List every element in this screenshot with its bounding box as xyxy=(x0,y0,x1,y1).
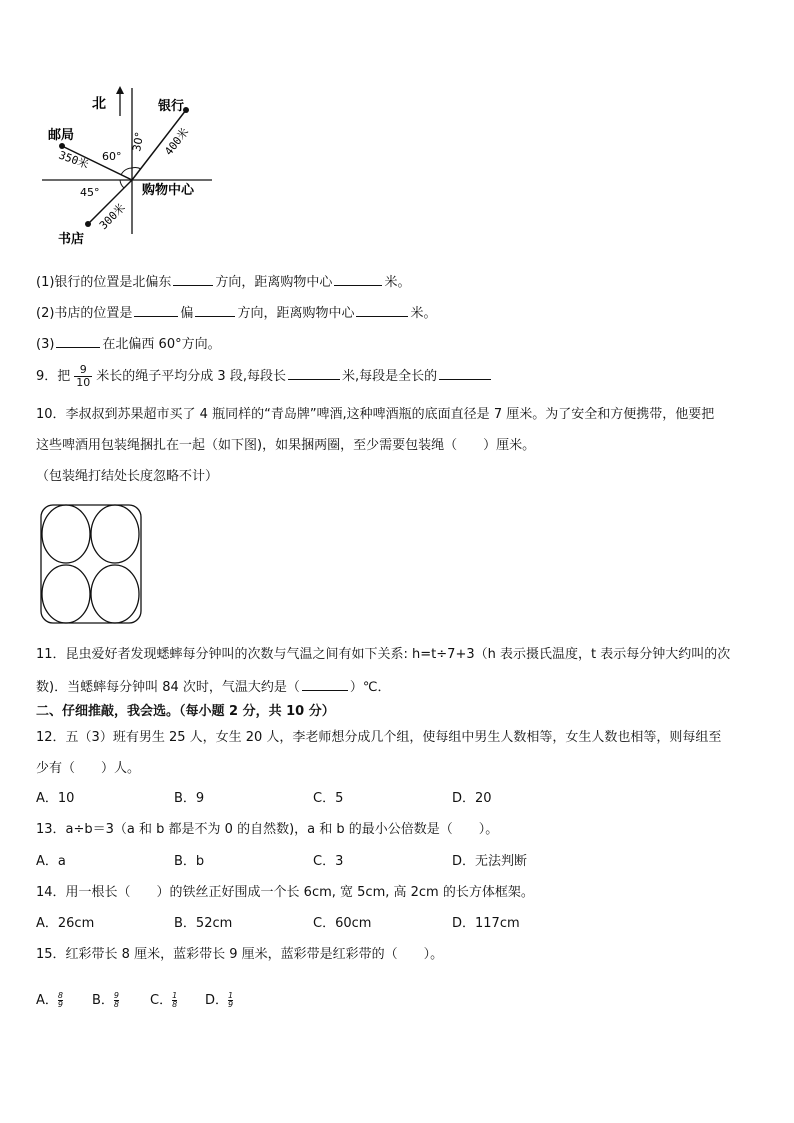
option-d[interactable]: D． $\frac{1}{9}$ xyxy=(205,991,234,1009)
question-15: 15．红彩带长 8 厘米，蓝彩带长 9 厘米，蓝彩带是红彩带的（ ）。 xyxy=(36,947,444,962)
mall-label: 购物中心 xyxy=(142,183,195,198)
question-12-line1: 12．五（3）班有男生 25 人，女生 20 人，李老师想分成几个组，使每组中男生人数相等，女生人数也相等，则每组至 xyxy=(36,730,722,745)
option-a[interactable]: A．26cm xyxy=(36,916,95,931)
answer-blank[interactable] xyxy=(56,334,100,348)
option-d[interactable]: D．无法判断 xyxy=(452,854,528,869)
option-a[interactable]: A． $\frac{8}{9}$ xyxy=(36,991,63,1009)
option-c[interactable]: C．60cm xyxy=(313,916,372,931)
bank-label: 银行 xyxy=(158,99,185,114)
fraction: $\frac{9}{10}$ xyxy=(76,363,91,389)
angle-45: 45° xyxy=(80,186,100,199)
q8-part2: (2)书店的位置是 偏 方向，距离购物中心 米。 xyxy=(36,303,436,323)
question-11-line2: 数)．当蟋蟀每分钟叫 84 次时，气温大约是（ ）℃． xyxy=(36,677,391,697)
bottle-circle xyxy=(91,505,139,563)
question-10-line1: 10．李叔叔到苏果超市买了 4 瓶同样的“青岛牌”啤酒,这种啤酒瓶的底面直径是 7 厘米。为了安全和方便携带，他要把 xyxy=(36,407,715,422)
q8-part3: (3) 在北偏西 60°方向。 xyxy=(36,334,221,354)
answer-blank[interactable] xyxy=(439,366,491,380)
fraction: $\frac{1}{8}$ xyxy=(172,991,178,1009)
fraction: $\frac{1}{9}$ xyxy=(228,991,234,1009)
angle-60: 60° xyxy=(102,150,122,163)
answer-blank[interactable] xyxy=(288,366,340,380)
direction-diagram xyxy=(36,84,236,249)
option-d[interactable]: D．117cm xyxy=(452,916,520,931)
rope-outline xyxy=(41,505,141,623)
bookstore-distance: 300米 xyxy=(96,201,128,233)
option-d[interactable]: D．20 xyxy=(452,791,492,806)
bottles-diagram xyxy=(38,502,144,626)
option-b[interactable]: B．9 xyxy=(174,791,205,806)
bookstore-label: 书店 xyxy=(58,232,85,247)
section-heading: 二、仔细推敲，我会选。（每小题 2 分，共 10 分） xyxy=(36,704,335,719)
answer-blank[interactable] xyxy=(302,677,348,691)
post-office-distance: 350米 xyxy=(56,148,91,172)
fraction: $\frac{8}{9}$ xyxy=(57,991,63,1009)
bank-distance: 400米 xyxy=(162,125,192,158)
question-12-line2: 少有（ ）人。 xyxy=(36,761,141,776)
option-b[interactable]: B．b xyxy=(174,854,205,869)
option-a[interactable]: A．a xyxy=(36,854,66,869)
answer-blank[interactable] xyxy=(173,272,213,286)
answer-blank[interactable] xyxy=(334,272,382,286)
question-13: 13．a÷b＝3（a 和 b 都是不为 0 的自然数)，a 和 b 的最小公倍数是（ ）。 xyxy=(36,822,499,837)
option-a[interactable]: A．10 xyxy=(36,791,75,806)
question-10-line2: 这些啤酒用包装绳捆扎在一起（如下图)，如果捆两圈，至少需要包装绳（ ）厘米。 xyxy=(36,438,536,453)
q8-part1: (1)银行的位置是北偏东 方向，距离购物中心 米。 xyxy=(36,272,410,292)
option-c[interactable]: C．3 xyxy=(313,854,344,869)
question-11-line1: 11．昆虫爱好者发现蟋蟀每分钟叫的次数与气温之间有如下关系: h=t÷7+3（h 表示摄氏温度，t 表示每分钟大约叫的次 xyxy=(36,647,731,662)
post-office-label: 邮局 xyxy=(48,128,75,143)
bottle-circle xyxy=(91,565,139,623)
question-14: 14．用一根长（ ）的铁丝正好围成一个长 6cm, 宽 5cm, 高 2cm 的长方体框架。 xyxy=(36,885,534,900)
option-b[interactable]: B．52cm xyxy=(174,916,233,931)
option-c[interactable]: C．5 xyxy=(313,791,344,806)
question-9: 9．把 $\frac{9}{10}$ 米长的绳子平均分成 3 段,每段长 米,每段是全长的 xyxy=(36,364,493,389)
angle-30: 30° xyxy=(130,131,147,153)
answer-blank[interactable] xyxy=(356,303,408,317)
answer-blank[interactable] xyxy=(134,303,178,317)
option-c[interactable]: C． $\frac{1}{8}$ xyxy=(150,991,178,1009)
answer-blank[interactable] xyxy=(195,303,235,317)
bottle-circle xyxy=(42,505,90,563)
question-10-note: （包装绳打结处长度忽略不计） xyxy=(36,469,219,484)
bookstore-point xyxy=(85,221,91,227)
option-b[interactable]: B． $\frac{9}{8}$ xyxy=(92,991,120,1009)
fraction: $\frac{9}{8}$ xyxy=(113,991,120,1009)
bottle-circle xyxy=(42,565,90,623)
north-label: 北 xyxy=(92,96,106,112)
